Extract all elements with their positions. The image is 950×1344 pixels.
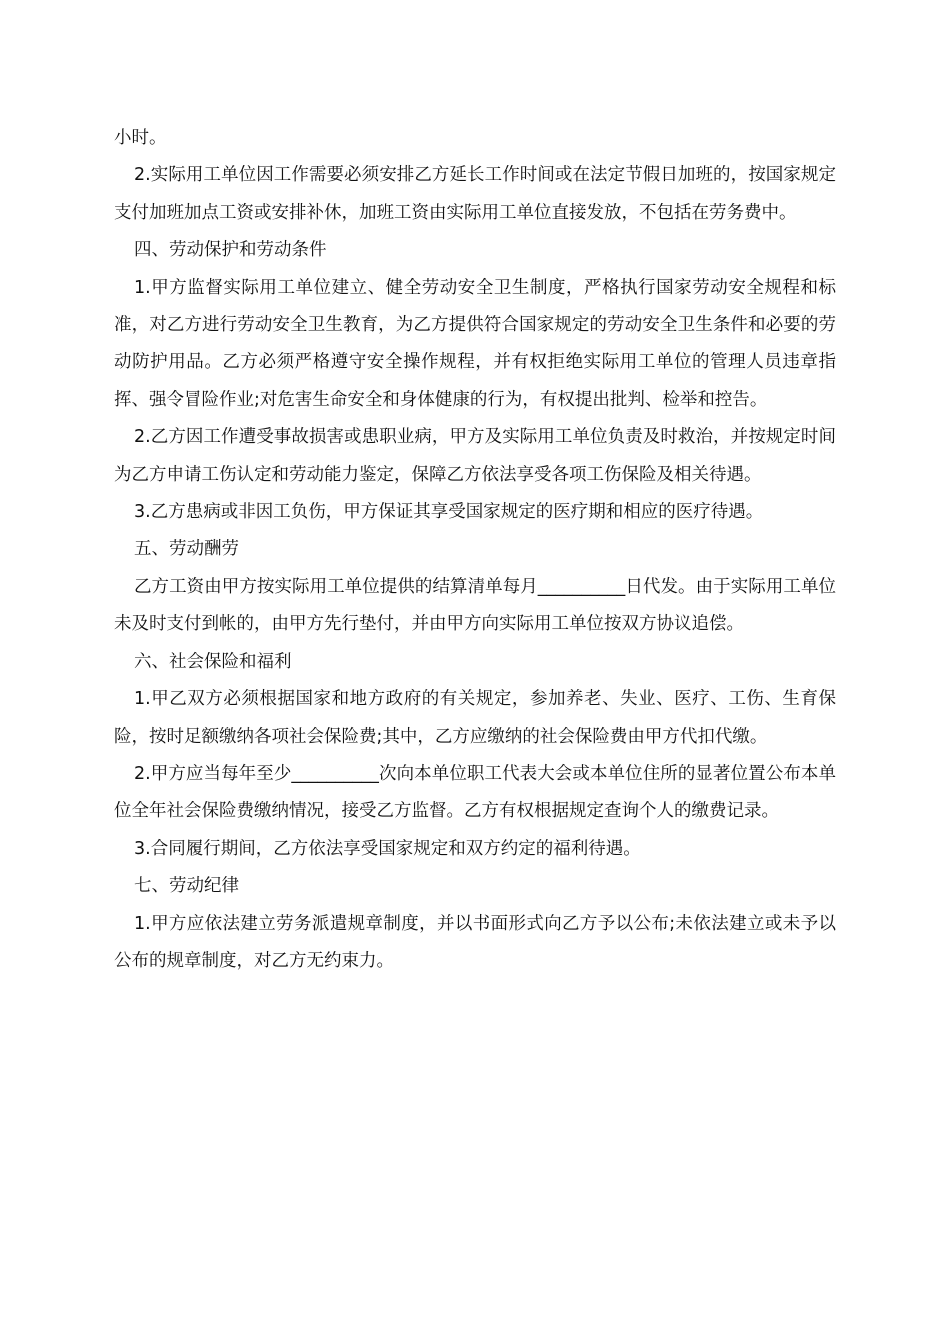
paragraph-wages: 乙方工资由甲方按实际用工单位提供的结算清单每月__________日代发。由于实际用工单位未及时支付到帐的，由甲方先行垫付，并由甲方向实际用工单位按双方协议追偿。 bbox=[114, 576, 836, 635]
section-heading-remuneration: 五、劳动酬劳 bbox=[134, 539, 239, 560]
section-heading-labor-discipline: 七、劳动纪律 bbox=[134, 876, 239, 897]
paragraph-medical-treatment: 3.乙方患病或非因工负伤，甲方保证其享受国家规定的医疗期和相应的医疗待遇。 bbox=[134, 502, 764, 523]
paragraph-continuation: 小时。 bbox=[114, 128, 167, 148]
document-page bbox=[114, 120, 836, 980]
paragraph-rules-publication: 1.甲方应依法建立劳务派遣规章制度，并以书面形式向乙方予以公布;未依法建立或未予以公布的规章制度，对乙方无约束力。 bbox=[114, 913, 836, 971]
paragraph-insurance-contribution: 1.甲乙双方必须根据国家和地方政府的有关规定，参加养老、失业、医疗、工伤、生育保险，按时足额缴纳各项社会保险费;其中，乙方应缴纳的社会保险费由甲方代扣代缴。 bbox=[114, 689, 836, 747]
paragraph-welfare: 3.合同履行期间，乙方依法享受国家规定和双方约定的福利待遇。 bbox=[134, 838, 641, 859]
section-heading-social-insurance: 六、社会保险和福利 bbox=[134, 651, 292, 672]
section-heading-labor-protection: 四、劳动保护和劳动条件 bbox=[134, 240, 327, 261]
paragraph-safety-supervision: 1.甲方监督实际用工单位建立、健全劳动安全卫生制度，严格执行国家劳动安全规程和标准，对乙方进行劳动安全卫生教育，为乙方提供符合国家规定的劳动安全卫生条件和必要的劳动防护用品。乙方必须严格遵守安全操作规程，并有权拒绝实际用工单位的管理人员违章指挥、强令冒险作业;对危害生命安全和身体健康的行为，有权提出批判、检举和控告。 bbox=[114, 277, 836, 410]
paragraph-occupational-injury: 2.乙方因工作遭受事故损害或患职业病，甲方及实际用工单位负责及时救治，并按规定时间为乙方申请工伤认定和劳动能力鉴定，保障乙方依法享受各项工伤保险及相关待遇。 bbox=[114, 427, 836, 485]
paragraph-insurance-disclosure: 2.甲方应当每年至少__________次向本单位职工代表大会或本单位住所的显著位置公布本单位全年社会保险费缴纳情况，接受乙方监督。乙方有权根据规定查询个人的缴费记录。 bbox=[114, 763, 836, 822]
paragraph-overtime: 2.实际用工单位因工作需要必须安排乙方延长工作时间或在法定节假日加班的，按国家规定支付加班加点工资或安排补休，加班工资由实际用工单位直接发放，不包括在劳务费中。 bbox=[114, 165, 836, 223]
